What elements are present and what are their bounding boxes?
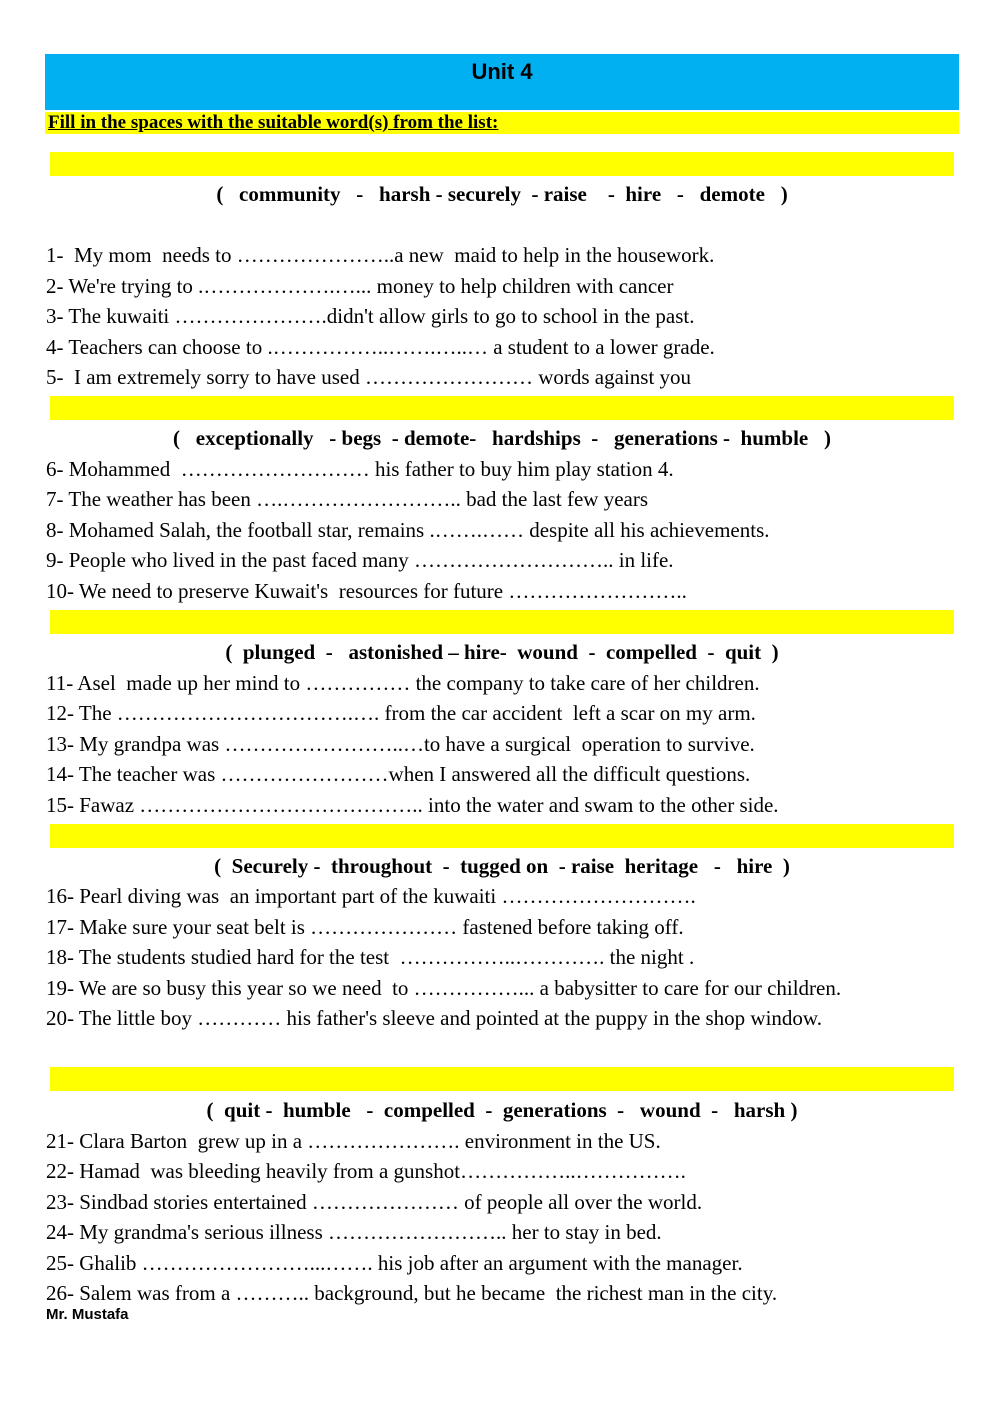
highlight-bar [50,1067,954,1091]
question-line: 15- Fawaz ………………………………….. into the water and swam to the other side. [46,793,779,817]
question-line: 24- My grandma's serious illness …………………….. her to stay in bed. [46,1220,662,1244]
question-line: 2- We're trying to .……………….…... money to help children with cancer [46,274,674,298]
question-line: 12- The …………………………….…. from the car accident left a scar on my arm. [46,701,756,725]
word-list: ( community - harsh - securely - raise - hire - demote ) [216,182,788,206]
page-title: Unit 4 [471,59,533,84]
word-list: ( quit - humble - compelled - generations - wound - harsh ) [206,1098,798,1122]
highlight-bar [50,824,954,848]
word-list: ( exceptionally - begs - demote- hardships - generations - humble ) [173,426,831,450]
question-line: 14- The teacher was ……………………when I answered all the difficult questions. [46,762,751,786]
question-line: 10- We need to preserve Kuwait's resources for future …………………….. [46,579,687,603]
word-list: ( Securely - throughout - tugged on - raise heritage - hire ) [214,854,790,878]
question-line: 9- People who lived in the past faced many ……………………….. in life. [46,548,674,572]
question-line: 25- Ghalib ……………………...……. his job after an argument with the manager. [46,1251,743,1275]
question-line: 22- Hamad was bleeding heavily from a gunshot……………..……………. [46,1159,686,1183]
question-line: 3- The kuwaiti ………………….didn't allow girls to go to school in the past. [46,304,695,328]
question-line: 4- Teachers can choose to .……………..…….…..… a student to a lower grade. [46,335,715,359]
question-line: 19- We are so busy this year so we need to ……………... a babysitter to care for our children. [46,976,842,1000]
question-line: 6- Mohammed ……………………… his father to buy him play station 4. [46,457,674,481]
question-line: 18- The students studied hard for the test ……………..…………. the night . [46,945,695,969]
title-bar [45,54,959,110]
question-line: 11- Asel made up her mind to …………… the company to take care of her children. [46,671,760,695]
instruction-text: Fill in the spaces with the suitable word(s) from the list: [48,112,499,133]
word-list: ( plunged - astonished – hire- wound - compelled - quit ) [225,640,779,664]
question-line: 13- My grandpa was ……………………..…to have a surgical operation to survive. [46,732,755,756]
question-line: 26- Salem was from a ……….. background, but he became the richest man in the city. [46,1281,778,1305]
question-line: 5- I am extremely sorry to have used …………………… words against you [46,365,692,389]
question-line: 8- Mohamed Salah, the football star, remains .…….…… despite all his achievements. [46,518,770,542]
question-line: 21- Clara Barton grew up in a …………………. environment in the US. [46,1129,661,1153]
highlight-bar [50,152,954,176]
question-line: 17- Make sure your seat belt is ………………… fastened before taking off. [46,915,684,939]
question-line: 20- The little boy ………… his father's sleeve and pointed at the puppy in the shop window. [46,1006,822,1030]
question-line: 16- Pearl diving was an important part of the kuwaiti ………………………. [46,884,696,908]
question-line: 23- Sindbad stories entertained ………………… of people all over the world. [46,1190,703,1214]
question-line: 1- My mom needs to …………………..a new maid to help in the housework. [46,243,715,267]
author-footer: Mr. Mustafa [46,1306,129,1323]
highlight-bar [50,610,954,634]
question-line: 7- The weather has been ….…………………….. bad the last few years [46,487,649,511]
instruction-bar [45,112,959,134]
highlight-bar [50,396,954,420]
